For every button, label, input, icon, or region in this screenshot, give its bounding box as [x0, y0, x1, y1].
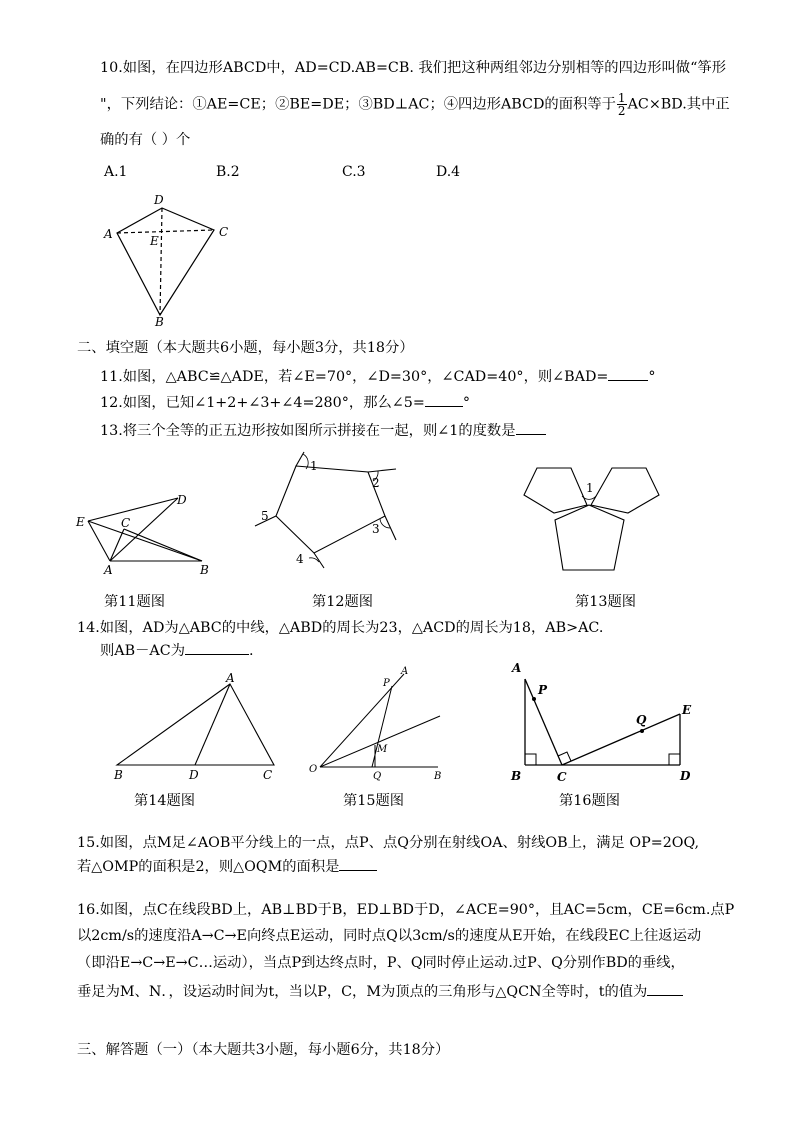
q10-option-a[interactable]: A.1	[104, 164, 128, 180]
q15-answer-blank[interactable]	[339, 856, 377, 871]
q10-line-2-post: AC×BD.其中正	[627, 96, 730, 113]
q10-line-2-pre: "，下列结论：①AE=CE；②BE=DE；③BD⊥AC；④四边形ABCD的面积等于	[100, 96, 616, 113]
q14-suffix: .	[249, 643, 254, 659]
fig12-label-5: 5	[261, 509, 269, 523]
fig12-label-4: 4	[296, 552, 304, 566]
q12-suffix: °	[462, 395, 470, 411]
fig16-label-a: A	[512, 661, 522, 675]
fig16-label-e: E	[682, 703, 692, 717]
fig11-label-d: D	[177, 493, 187, 507]
fraction-numerator: 1	[617, 91, 626, 105]
q10-option-c[interactable]: C.3	[342, 164, 366, 180]
label-d: D	[154, 193, 164, 207]
q16-answer-blank[interactable]	[647, 981, 683, 996]
fig12-label-1: 1	[310, 459, 318, 473]
fig14-caption: 第14题图	[134, 793, 196, 809]
fig14-label-a: A	[226, 671, 235, 685]
fig16-point-p	[532, 697, 536, 701]
q10-line-1: 10.如图，在四边形ABCD中，AD=CD.AB=CB. 我们把这种两组邻边分别相等的四边形叫做“筝形	[100, 60, 726, 76]
fig16-right-angle-b	[525, 754, 536, 765]
q16-line-4	[77, 981, 683, 1002]
section-2-heading: 二、填空题（本大题共6小题，每小题3分，共18分）	[77, 340, 414, 356]
fig15-label-p: P	[383, 678, 390, 689]
fraction-denominator: 2	[617, 104, 626, 118]
q11-question: 11.如图，△ABC≌△ADE，若∠E=70°，∠D=30°，∠CAD=40°，则∠BAD=	[100, 369, 609, 385]
q16-line-1: 16.如图，点C在线段BD上，AB⊥BD于B，ED⊥BD于D，∠ACE=90°，且AC=5cm，CE=6cm.点P	[77, 902, 735, 918]
fig16-label-q: Q	[636, 713, 647, 727]
fig11-caption: 第11题图	[104, 594, 166, 610]
fig16-label-d: D	[680, 769, 691, 783]
fig14-label-c: C	[263, 768, 273, 782]
fig12-label-3: 3	[372, 522, 380, 536]
fig15-label-a: A	[401, 666, 409, 677]
label-b: B	[155, 315, 164, 329]
q16-line-2: 以2cm/s的速度沿A→C→E向终点E运动，同时点Q以3cm/s的速度从E开始，在线段EC上往返运动	[77, 928, 702, 944]
label-c: C	[219, 225, 229, 239]
fig15-caption: 第15题图	[343, 793, 405, 809]
q10-option-b[interactable]: B.2	[216, 164, 240, 180]
fig14-label-d: D	[189, 768, 199, 782]
q14-line-1: 14.如图，AD为△ABC的中线，△ABD的周长为23，△ACD的周长为18，AB>AC.	[77, 620, 604, 636]
section-3-heading: 三、解答题（一）（本大题共3小题，每小题6分，共18分）	[77, 1042, 450, 1058]
q12-question: 12.如图，已知∠1+2+∠3+∠4=280°，那么∠5=	[100, 395, 425, 411]
label-a: A	[104, 227, 113, 241]
fig11-label-c: C	[121, 516, 131, 530]
q10-line-3: 确的有（ ）个	[100, 132, 191, 148]
q15-line-1: 15.如图，点M足∠AOB平分线上的一点，点P、点Q分别在射线OA、射线OB上，满足 OP=2OQ,	[77, 835, 700, 851]
fig11-label-e: E	[76, 515, 85, 529]
fig16-point-q	[640, 729, 644, 733]
fig11-label-b: B	[200, 563, 209, 577]
fig13-label-1: 1	[586, 481, 594, 495]
fig12-label-2: 2	[372, 476, 380, 490]
q16-question: 垂足为M、N．，设运动时间为t，当以P，C，M为顶点的三角形与△QCN全等时，t的值为	[77, 984, 648, 1000]
fig13-caption: 第13题图	[575, 594, 637, 610]
fig16-label-b: B	[511, 769, 522, 783]
fig16-label-c: C	[557, 770, 567, 784]
q14-question: 则AB－AC为	[100, 643, 185, 659]
fig15-label-b: B	[434, 771, 442, 782]
fig15-label-o: O	[309, 764, 318, 775]
label-e: E	[150, 234, 159, 248]
q16-line-3: （即沿E→C→E→C…运动），当点P到达终点时，P、Q同时停止运动.过P、Q分别作BD的垂线，	[77, 955, 685, 971]
fig16-right-angle-d	[669, 754, 680, 765]
fig15-label-m: M	[377, 744, 388, 755]
q13-question: 13.将三个全等的正五边形按如图所示拼接在一起，则∠1的度数是	[100, 423, 516, 439]
q10-option-d[interactable]: D.4	[436, 164, 461, 180]
fig16-caption: 第16题图	[559, 793, 621, 809]
fig14-label-b: B	[114, 768, 123, 782]
fig16-segment-ce	[562, 714, 680, 765]
fig12-caption: 第12题图	[312, 594, 374, 610]
fig16-label-p: P	[538, 683, 548, 697]
q15-question: 若△OMP的面积是2，则△OQM的面积是	[77, 859, 340, 875]
fig15-label-q: Q	[373, 771, 382, 782]
q11-suffix: °	[648, 369, 656, 385]
fig11-label-a: A	[104, 563, 113, 577]
q15-line-2	[77, 856, 377, 877]
